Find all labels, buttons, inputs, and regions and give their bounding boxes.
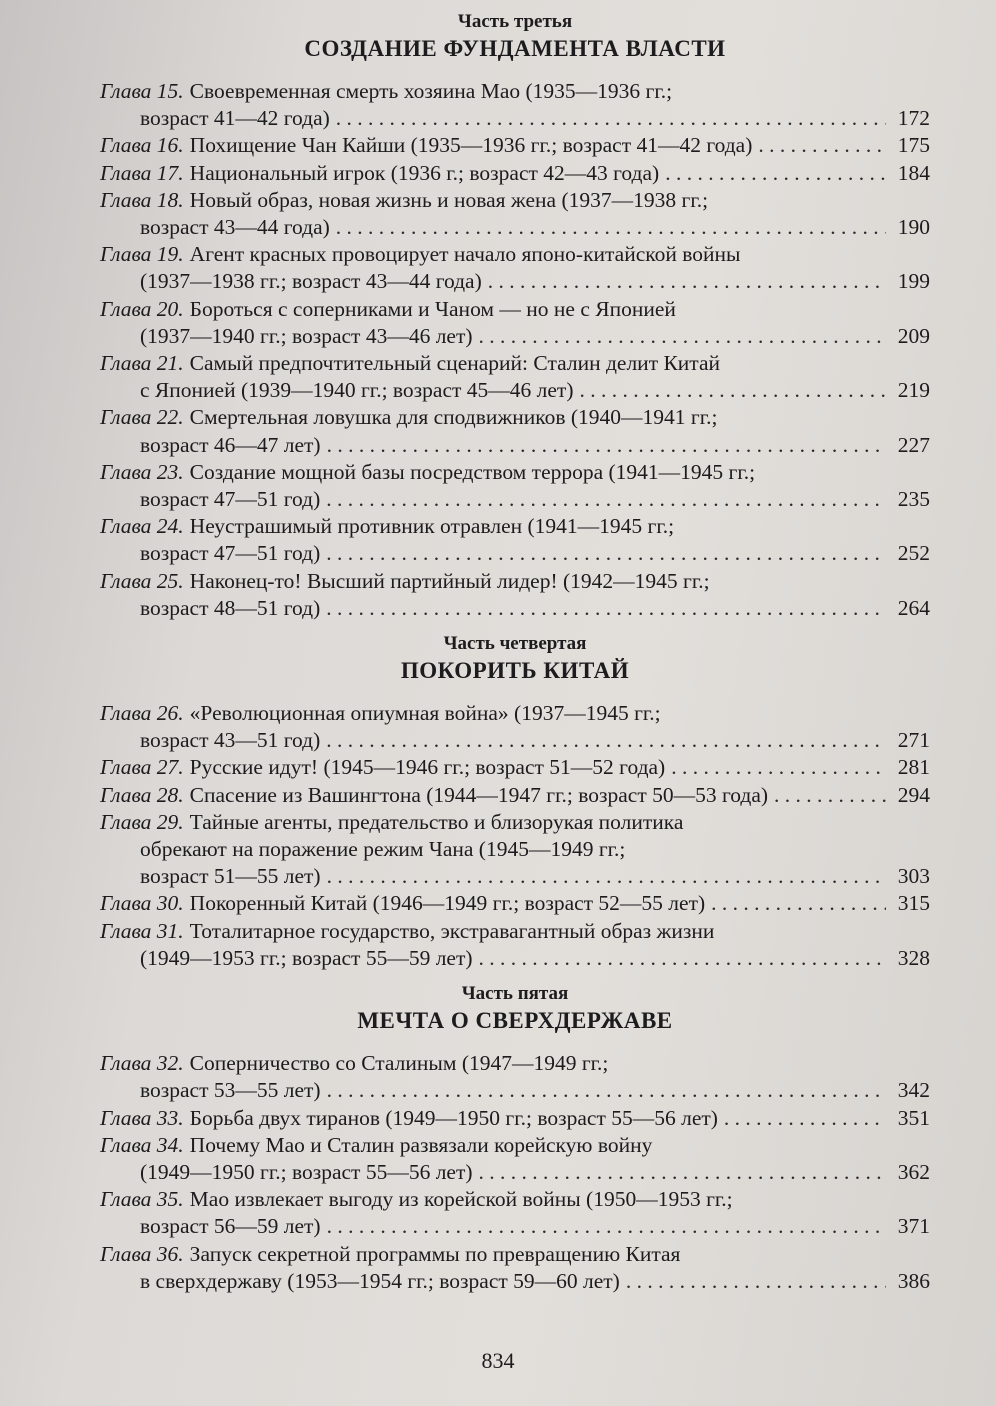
- part-label: Часть третья: [457, 11, 573, 32]
- toc-entry-line: [100, 132, 930, 159]
- dot-leader: [326, 540, 886, 567]
- toc-entry-line: [100, 1132, 930, 1159]
- toc-entry[interactable]: [100, 296, 930, 350]
- chapter-page-number: 271: [897, 728, 930, 753]
- chapter-label: Глава 33.: [100, 1105, 184, 1130]
- toc-entry[interactable]: [100, 1132, 930, 1186]
- toc-entry[interactable]: [100, 918, 930, 972]
- dot-leader: [724, 1105, 886, 1132]
- chapter-title-text: Бороться с соперниками и Чаном — но не с Японией: [189, 296, 676, 321]
- toc-entry-line: [100, 404, 930, 431]
- toc-entry[interactable]: [100, 1050, 930, 1104]
- toc-entry-line: [100, 241, 930, 268]
- toc-entry-line: [100, 1077, 930, 1104]
- chapter-title-text: Соперничество со Сталиным (1947—1949 гг.;: [189, 1051, 609, 1076]
- toc-entry[interactable]: [100, 890, 930, 917]
- chapter-title-text: (1949—1950 гг.; возраст 55—56 лет): [140, 1159, 473, 1184]
- toc-entry-line: [100, 350, 930, 377]
- chapter-title-text: Похищение Чан Кайши (1935—1936 гг.; возраст 41—42 года): [189, 133, 753, 158]
- dot-leader: [326, 486, 886, 513]
- chapter-page-number: 219: [897, 378, 930, 403]
- toc-entry-line: [100, 486, 930, 513]
- toc-entry-line: [100, 323, 930, 350]
- chapter-title-text: возраст 43—44 года): [140, 215, 330, 240]
- chapter-title-text: возраст 46—47 лет): [140, 432, 321, 457]
- chapter-page-number: 175: [897, 133, 930, 158]
- toc-entry[interactable]: [100, 1186, 930, 1240]
- toc-entry[interactable]: [100, 513, 930, 567]
- chapter-title-text: Почему Мао и Сталин развязали корейскую войну: [189, 1132, 653, 1157]
- toc-entry[interactable]: [100, 132, 930, 159]
- chapter-label: Глава 17.: [100, 160, 184, 185]
- toc-entry-line: [100, 459, 930, 486]
- dot-leader: [758, 132, 886, 159]
- dot-leader: [479, 323, 886, 350]
- chapter-title-text: Смертельная ловушка для сподвижников (1940—1941 гг.;: [189, 405, 718, 430]
- toc-entry-line: [100, 727, 930, 754]
- chapter-title-text: Тоталитарное государство, экстравагантный образ жизни: [189, 918, 715, 943]
- dot-leader: [327, 1213, 886, 1240]
- chapter-page-number: 252: [897, 541, 930, 566]
- toc-entry-line: [100, 432, 930, 459]
- toc-entry-line: [100, 700, 930, 727]
- toc-entry-line: [100, 595, 930, 622]
- chapter-label: Глава 25.: [100, 568, 184, 593]
- chapter-title-text: Тайные агенты, предательство и близорукая политика: [189, 809, 684, 834]
- toc-entry-line: [100, 105, 930, 132]
- dot-leader: [479, 945, 886, 972]
- toc-entry[interactable]: [100, 350, 930, 404]
- toc-entry[interactable]: [100, 241, 930, 295]
- chapter-title-text: Создание мощной базы посредством террора (1941—1945 гг.;: [189, 459, 756, 484]
- chapter-label: Глава 34.: [100, 1132, 184, 1157]
- chapter-label: Глава 18.: [100, 187, 184, 212]
- toc-entry-line: [100, 268, 930, 295]
- toc-entry[interactable]: [100, 78, 930, 132]
- toc-part: [100, 632, 930, 972]
- chapter-label: Глава 27.: [100, 755, 184, 780]
- chapter-title-text: возраст 47—51 год): [140, 541, 321, 566]
- toc-entry-line: [100, 863, 930, 890]
- part-label: Часть пятая: [461, 983, 569, 1005]
- chapter-title-text: возраст 48—51 год): [140, 595, 321, 620]
- dot-leader: [336, 214, 886, 241]
- part-title: МЕЧТА О СВЕРХДЕРЖАВЕ: [357, 1008, 673, 1034]
- dot-leader: [774, 782, 886, 809]
- dot-leader: [327, 863, 886, 890]
- chapter-page-number: 209: [897, 323, 930, 348]
- chapter-title-text: возраст 56—59 лет): [140, 1214, 321, 1239]
- chapter-title-text: с Японией (1939—1940 гг.; возраст 45—46 лет): [140, 378, 574, 403]
- toc-entry-line: [100, 1159, 930, 1186]
- chapter-label: Глава 35.: [100, 1187, 184, 1212]
- chapter-title-text: Новый образ, новая жизнь и новая жена (1937—1938 гг.;: [189, 187, 709, 212]
- chapter-title-text: Своевременная смерть хозяина Мао (1935—1936 гг.;: [189, 79, 673, 103]
- toc-entry-line: [100, 214, 930, 241]
- toc-entry-line: [100, 1213, 930, 1240]
- toc-entry-line: [100, 513, 930, 540]
- dot-leader: [327, 1077, 886, 1104]
- chapter-page-number: 294: [897, 782, 930, 807]
- toc-entry[interactable]: [100, 187, 930, 241]
- chapter-label: Глава 30.: [100, 891, 184, 916]
- dot-leader: [327, 432, 886, 459]
- chapter-page-number: 199: [897, 269, 930, 294]
- chapter-label: Глава 36.: [100, 1241, 184, 1266]
- toc-entry[interactable]: [100, 1105, 930, 1132]
- dot-leader: [479, 1159, 886, 1186]
- chapter-page-number: 172: [897, 106, 930, 131]
- chapter-page-number: 235: [897, 487, 930, 512]
- chapter-label: Глава 22.: [100, 405, 184, 430]
- chapter-title-text: возраст 53—55 лет): [140, 1078, 321, 1103]
- chapter-title-text: Запуск секретной программы по превращению Китая: [189, 1241, 681, 1266]
- toc-part: [100, 10, 930, 622]
- chapter-page-number: 328: [897, 945, 930, 970]
- chapter-label: Глава 26.: [100, 701, 184, 726]
- part-title: СОЗДАНИЕ ФУНДАМЕНТА ВЛАСТИ: [304, 36, 726, 61]
- chapter-page-number: 315: [897, 891, 930, 916]
- chapter-title-text: обрекают на поражение режим Чана (1945—1949 гг.;: [140, 837, 626, 862]
- chapter-page-number: 371: [897, 1214, 930, 1239]
- dot-leader: [579, 377, 886, 404]
- toc-entry[interactable]: [100, 568, 930, 622]
- chapter-label: Глава 24.: [100, 514, 184, 539]
- chapter-label: Глава 32.: [100, 1051, 184, 1076]
- chapter-title-text: (1937—1940 гг.; возраст 43—46 лет): [140, 323, 473, 348]
- dot-leader: [665, 160, 886, 187]
- toc-entry-line: [100, 568, 930, 595]
- toc-entry-line: [100, 1241, 930, 1268]
- chapter-page-number: 342: [897, 1078, 930, 1103]
- toc-entry-line: [100, 540, 930, 567]
- dot-leader: [326, 595, 886, 622]
- toc-entry-line: [100, 160, 930, 187]
- chapter-title-text: Наконец-то! Высший партийный лидер! (1942—1945 гг.;: [189, 568, 710, 593]
- chapter-label: Глава 23.: [100, 459, 184, 484]
- chapter-page-number: 303: [897, 864, 930, 889]
- chapter-label: Глава 16.: [100, 133, 184, 158]
- dot-leader: [626, 1268, 886, 1295]
- chapter-title-text: Русские идут! (1945—1946 гг.; возраст 51—52 года): [189, 755, 666, 780]
- chapter-page-number: 351: [897, 1105, 930, 1130]
- chapter-title-text: возраст 47—51 год): [140, 487, 321, 512]
- toc-entry-line: [100, 809, 930, 836]
- toc-entry[interactable]: [100, 160, 930, 187]
- part-label: Часть четвертая: [443, 633, 587, 655]
- toc-entry-line: [100, 1105, 930, 1132]
- chapter-page-number: 281: [897, 755, 930, 780]
- chapter-title-text: Агент красных провоцирует начало японо-китайской войны: [189, 242, 741, 267]
- chapter-title-text: Национальный игрок (1936 г.; возраст 42—43 года): [189, 160, 660, 185]
- dot-leader: [671, 754, 886, 781]
- chapter-title-text: (1949—1953 гг.; возраст 55—59 лет): [140, 945, 473, 970]
- toc-entry-line: [100, 296, 930, 323]
- chapter-label: Глава 21.: [100, 351, 184, 376]
- toc-entry[interactable]: [100, 754, 930, 781]
- toc-entry-line: [100, 945, 930, 972]
- toc-entry-line: [100, 782, 930, 809]
- chapter-label: Глава 20.: [100, 296, 184, 321]
- chapter-page-number: 184: [897, 160, 930, 185]
- chapter-label: Глава 19.: [100, 242, 184, 267]
- chapter-label: Глава 28.: [100, 782, 184, 807]
- toc-entry-line: [100, 754, 930, 781]
- chapter-label: Глава 29.: [100, 809, 184, 834]
- toc-entry-line: [100, 1186, 930, 1213]
- table-of-contents: [100, 10, 930, 1295]
- toc-entry-line: [100, 918, 930, 945]
- toc-entry-line: [100, 1268, 930, 1295]
- chapter-title-text: возраст 43—51 год): [140, 728, 321, 753]
- chapter-title-text: «Революционная опиумная война» (1937—1945 гг.;: [189, 701, 661, 726]
- dot-leader: [326, 727, 886, 754]
- dot-leader: [488, 268, 886, 295]
- toc-entry-line: [100, 836, 930, 863]
- chapter-page-number: 264: [897, 595, 930, 620]
- chapter-label: Глава 15.: [100, 79, 184, 103]
- part-title: ПОКОРИТЬ КИТАЙ: [400, 658, 630, 684]
- chapter-label: Глава 31.: [100, 918, 184, 943]
- chapter-title-text: (1937—1938 гг.; возраст 43—44 года): [140, 269, 482, 294]
- chapter-title-text: Спасение из Вашингтона (1944—1947 гг.; возраст 50—53 года): [189, 782, 769, 807]
- chapter-title-text: Мао извлекает выгоду из корейской войны (1950—1953 гг.;: [189, 1187, 733, 1212]
- toc-entry-line: [100, 187, 930, 214]
- page-number: 834: [481, 1348, 515, 1373]
- toc-entry-line: [100, 78, 930, 105]
- toc-entry[interactable]: [100, 459, 930, 513]
- chapter-page-number: 190: [897, 215, 930, 240]
- toc-entry[interactable]: [100, 700, 930, 754]
- chapter-title-text: Неустрашимый противник отравлен (1941—1945 гг.;: [189, 514, 675, 539]
- dot-leader: [336, 105, 886, 132]
- toc-entry-line: [100, 1050, 930, 1077]
- chapter-title-text: возраст 51—55 лет): [140, 864, 321, 889]
- toc-entry[interactable]: [100, 809, 930, 891]
- toc-entry[interactable]: [100, 404, 930, 458]
- chapter-page-number: 227: [897, 432, 930, 457]
- chapter-title-text: в сверхдержаву (1953—1954 гг.; возраст 59—60 лет): [140, 1268, 620, 1293]
- toc-entry-line: [100, 890, 930, 917]
- toc-entry[interactable]: [100, 1241, 930, 1295]
- toc-entry-line: [100, 377, 930, 404]
- chapter-title-text: Покоренный Китай (1946—1949 гг.; возраст 52—55 лет): [189, 891, 706, 916]
- chapter-page-number: 386: [897, 1268, 930, 1293]
- toc-entry[interactable]: [100, 782, 930, 809]
- chapter-title-text: возраст 41—42 года): [140, 106, 330, 131]
- toc-part: [100, 982, 930, 1295]
- dot-leader: [711, 890, 886, 917]
- chapter-title-text: Самый предпочтительный сценарий: Сталин делит Китай: [189, 351, 721, 376]
- chapter-title-text: Борьба двух тиранов (1949—1950 гг.; возраст 55—56 лет): [189, 1105, 718, 1130]
- chapter-page-number: 362: [897, 1159, 930, 1184]
